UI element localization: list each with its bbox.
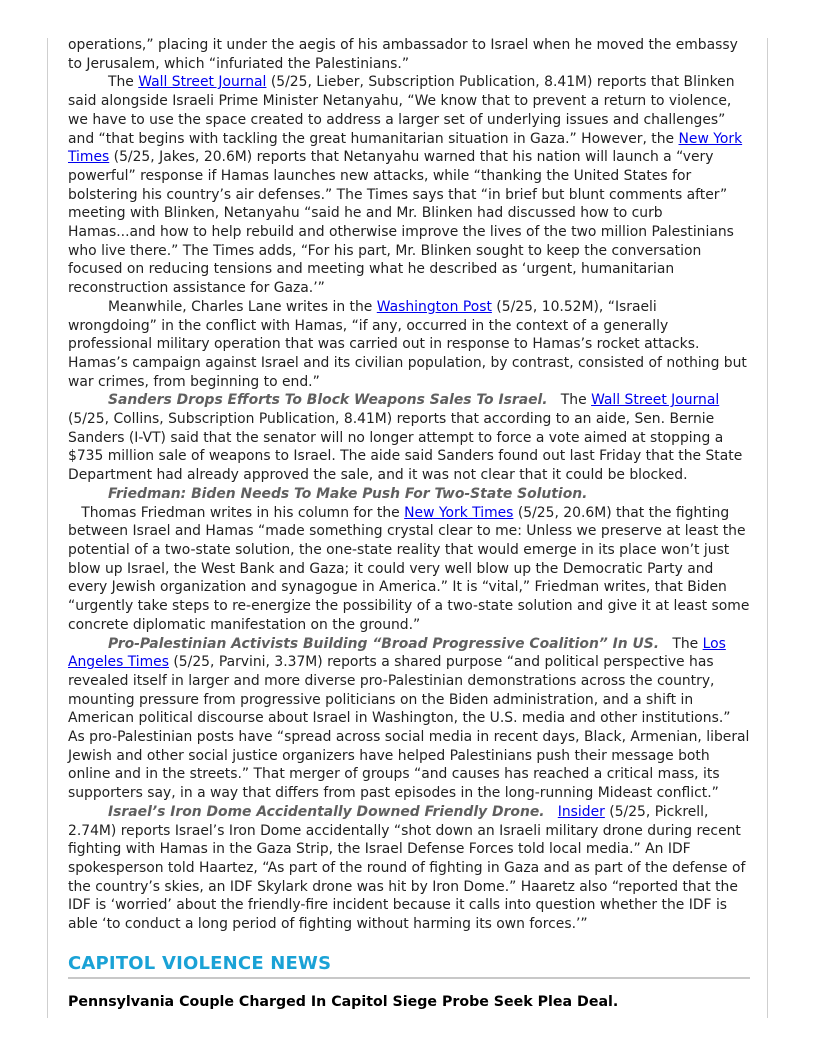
link-wall-street-journal[interactable]: Wall Street Journal [591, 392, 720, 409]
paragraph-friedman [68, 485, 750, 635]
link-new-york-times[interactable]: New York Times [404, 504, 514, 521]
paragraph-text: (5/25, 20.6M) that the fighting between Israel and Hamas “made something crystal clear to me: Unless we preserve at least the potential of a two-state solution, the one-state reality that would emerge in its place won’t just blow up Israel, the West Bank and Gaza; it could very well blow up the Democratic Party and every Jewish organization and synagogue in America.” It is “vital,” Friedman writes, that Biden “urgently take steps to re-energize the possibility of a two-state solution and give it at least some concrete diplomatic manifestation on the ground.” [68, 504, 750, 633]
link-los-angeles-times[interactable]: Los Angeles Times [68, 635, 726, 671]
paragraph-text: The [108, 74, 139, 91]
paragraph-text [545, 804, 558, 820]
paragraph-text: The [547, 392, 592, 409]
link-washington-post[interactable]: Washington Post [376, 298, 492, 315]
paragraph-text: (5/25, Pickrell, 2.74M) reports Israel’s Iron Dome accidentally “shot down an Israeli military drone during recent fighting with Hamas in the Gaza Strip, the Israel Defense Forces told local media.” An IDF spokesperson told Haartez, “As part of the round of fighting in Gaza and as part of the defense of the country’s skies, an IDF Skylark drone was hit by Iron Dome.” Haaretz also “reported that the IDF is ‘worried’ about the friendly-fire incident because it calls into question whether the IDF is able ‘to conduct a long period of fighting without harming its own forces.’” [68, 803, 746, 933]
paragraph-text: (5/25, Collins, Subscription Publication, 8.41M) reports that according to an aide, Sen. Bernie Sanders (I-VT) said that the senator will no longer attempt to force a vote aimed at stopping a $735 million sale of weapons to Israel. The aide said Sanders found out last Friday that the State Department had already approved the sale, and it was not clear that it could be blocked. [68, 411, 743, 484]
paragraph-text: (5/25, Parvini, 3.37M) reports a shared purpose “and political perspective has revealed itself in larger and more diverse pro-Palestinian demonstrations across the country, mounting pressure from progressive politicians on the Biden administration, and a shift in American political discourse about Israel in Washington, the U.S. media and other institutions.” As pro-Palestinian posts have “spread across social media in recent days, Black, Armenian, liberal Jewish and other social justice organizers have helped Palestinians push their message both online and in the streets.” That merger of groups “and causes has reached a critical mass, its supporters say, in a way that differs from past episodes in the long-running Mideast conflict.” [68, 654, 750, 802]
paragraph-text: The [659, 635, 703, 652]
story-headline: Pro-Palestinian Activists Building “Broad Progressive Coalition” In US. [108, 635, 660, 652]
story-title: Pennsylvania Couple Charged In Capitol Siege Probe Seek Plea Deal. [68, 993, 619, 1010]
left-margin-rule [47, 38, 48, 1018]
paragraph-iron-dome [68, 803, 750, 934]
section-title: CAPITOL VIOLENCE NEWS [68, 952, 750, 979]
paragraph-text: (5/25, Jakes, 20.6M) reports that Netanyahu warned that his nation will launch a “very powerful” response if Hamas launches new attacks, while “thanking the United States for bolstering his country’s air defenses.” The Times says that “in brief but blunt comments after” meeting with Blinken, Netanyahu “said he and Mr. Blinken had discussed how to curb Hamas...and how to help rebuild and otherwise improve the lives of the two million Palestinians who live there.” The Times adds, “For his part, Mr. Blinken sought to keep the conversation focused on reducing tensions and meeting what he described as ‘urgent, humanitarian reconstruction assistance for Gaza.’” [68, 149, 734, 297]
story-headline: Israel’s Iron Dome Accidentally Downed Friendly Drone. [108, 803, 545, 820]
paragraph-lane [68, 298, 750, 392]
link-new-york-times[interactable]: New York Times [68, 130, 743, 166]
right-margin-rule [767, 38, 768, 1018]
story-headline: Sanders Drops Efforts To Block Weapons Sales To Israel. [108, 392, 548, 409]
paragraph-text: Meanwhile, Charles Lane writes in the [108, 298, 377, 315]
paragraph-pro-palestinian [68, 635, 750, 803]
story-headline: Friedman: Biden Needs To Make Push For Two-State Solution. [108, 485, 588, 502]
paragraph-continued [68, 36, 750, 73]
link-wall-street-journal[interactable]: Wall Street Journal [138, 74, 267, 91]
paragraph-text: (5/25, 10.52M), “Israeli wrongdoing” in the conflict with Hamas, “if any, occurred in the context of a generally professional military operation that was carried out in response to Hamas’s rocket attacks. Hamas’s campaign against Israel and its civilian population, by contrast, consisted of nothing but war crimes, from beginning to end.” [68, 298, 747, 390]
paragraph-sanders [68, 391, 750, 485]
paragraph-text: Thomas Friedman writes in his column for the [68, 504, 405, 521]
article-body [68, 36, 750, 1012]
link-insider[interactable]: Insider [557, 803, 605, 820]
paragraph-text: (5/25, Lieber, Subscription Publication, 8.41M) reports that Blinken said alongside Israeli Prime Minister Netanyahu, “We know that to prevent a return to violence, we have to use the space created to address a larger set of underlying issues and challenges” and “that begins with tackling the great humanitarian situation in Gaza.” However, the [68, 74, 735, 147]
paragraph-text: operations,” placing it under the aegis of his ambassador to Israel when he moved the embassy to Jerusalem, which “infuriated the Palestinians.” [68, 37, 738, 72]
paragraph-blinken [68, 73, 750, 297]
